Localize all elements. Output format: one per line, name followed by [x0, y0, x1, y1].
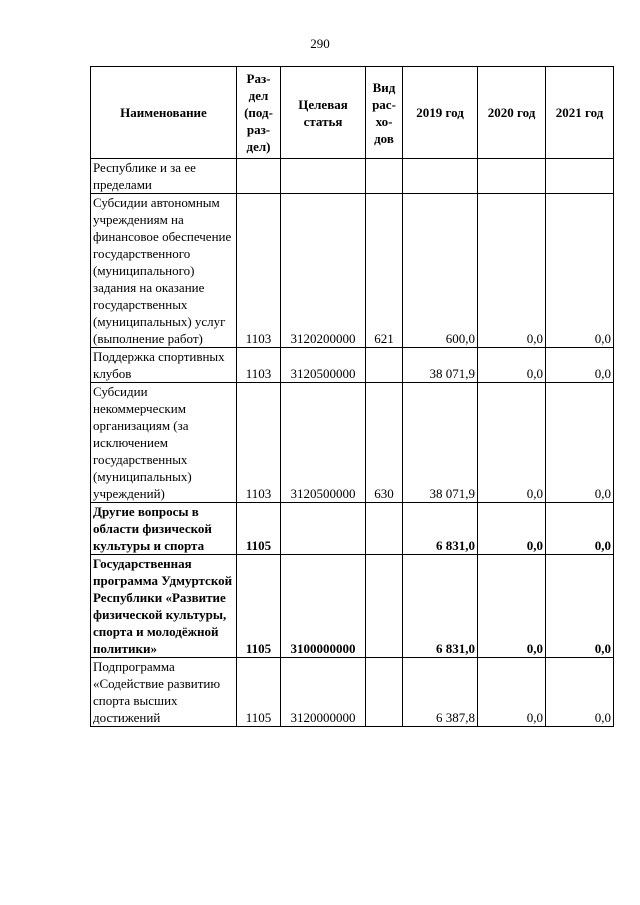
- header-name: Наименование: [91, 67, 237, 159]
- cell-y2020: 0,0: [478, 194, 546, 348]
- table-row: [91, 658, 614, 727]
- cell-expense: 621: [366, 194, 403, 348]
- cell-name: Государственная программа Удмуртской Республики «Развитие физической культуры, спорта и молодёжной политики»: [91, 555, 237, 658]
- cell-section: 1103: [237, 383, 281, 503]
- cell-y2021: 0,0: [546, 383, 614, 503]
- cell-y2019: 6 831,0: [403, 555, 478, 658]
- cell-target: [281, 159, 366, 194]
- header-2019: 2019 год: [403, 67, 478, 159]
- cell-expense: [366, 159, 403, 194]
- cell-target: 3120200000: [281, 194, 366, 348]
- cell-y2021: 0,0: [546, 348, 614, 383]
- header-2021: 2021 год: [546, 67, 614, 159]
- header-section: Раз-дел (под-раз-дел): [237, 67, 281, 159]
- cell-target: 3120500000: [281, 383, 366, 503]
- cell-name: Субсидии некоммерческим организациям (за исключением государственных (муниципальных) учреждений): [91, 383, 237, 503]
- cell-y2020: 0,0: [478, 658, 546, 727]
- header-target: Целевая статья: [281, 67, 366, 159]
- cell-expense: [366, 348, 403, 383]
- page-number: 290: [310, 36, 330, 51]
- cell-target: [281, 503, 366, 555]
- cell-y2019: [403, 159, 478, 194]
- table-row: [91, 503, 614, 555]
- cell-y2021: 0,0: [546, 658, 614, 727]
- cell-y2021: 0,0: [546, 503, 614, 555]
- cell-section: 1103: [237, 194, 281, 348]
- cell-y2020: 0,0: [478, 503, 546, 555]
- cell-y2019: 38 071,9: [403, 348, 478, 383]
- cell-y2019: 6 387,8: [403, 658, 478, 727]
- cell-y2021: 0,0: [546, 194, 614, 348]
- cell-expense: 630: [366, 383, 403, 503]
- cell-y2019: 6 831,0: [403, 503, 478, 555]
- cell-expense: [366, 658, 403, 727]
- cell-target: 3120000000: [281, 658, 366, 727]
- cell-section: [237, 159, 281, 194]
- cell-expense: [366, 555, 403, 658]
- header-2020: 2020 год: [478, 67, 546, 159]
- cell-section: 1105: [237, 503, 281, 555]
- cell-name: Поддержка спортивных клубов: [91, 348, 237, 383]
- cell-section: 1103: [237, 348, 281, 383]
- cell-y2021: [546, 159, 614, 194]
- cell-y2020: 0,0: [478, 555, 546, 658]
- cell-y2020: 0,0: [478, 348, 546, 383]
- cell-y2021: 0,0: [546, 555, 614, 658]
- table-row: [91, 383, 614, 503]
- cell-y2019: 600,0: [403, 194, 478, 348]
- cell-name: Субсидии автономным учреждениям на финансовое обеспечение государственного (муниципального) задания на оказание государственных (муниципальных) услуг (выполнение работ): [91, 194, 237, 348]
- table-row: [91, 159, 614, 194]
- table-row: [91, 348, 614, 383]
- cell-y2020: [478, 159, 546, 194]
- table-row: [91, 194, 614, 348]
- cell-section: 1105: [237, 555, 281, 658]
- budget-table: [90, 66, 614, 727]
- cell-name: Другие вопросы в области физической культуры и спорта: [91, 503, 237, 555]
- cell-expense: [366, 503, 403, 555]
- cell-target: 3120500000: [281, 348, 366, 383]
- cell-name: Республике и за ее пределами: [91, 159, 237, 194]
- cell-y2019: 38 071,9: [403, 383, 478, 503]
- table-row: [91, 555, 614, 658]
- cell-section: 1105: [237, 658, 281, 727]
- cell-name: Подпрограмма «Содействие развитию спорта высших достижений: [91, 658, 237, 727]
- cell-y2020: 0,0: [478, 383, 546, 503]
- header-expense: Вид рас-хо-дов: [366, 67, 403, 159]
- header-row: [91, 67, 614, 159]
- cell-target: 3100000000: [281, 555, 366, 658]
